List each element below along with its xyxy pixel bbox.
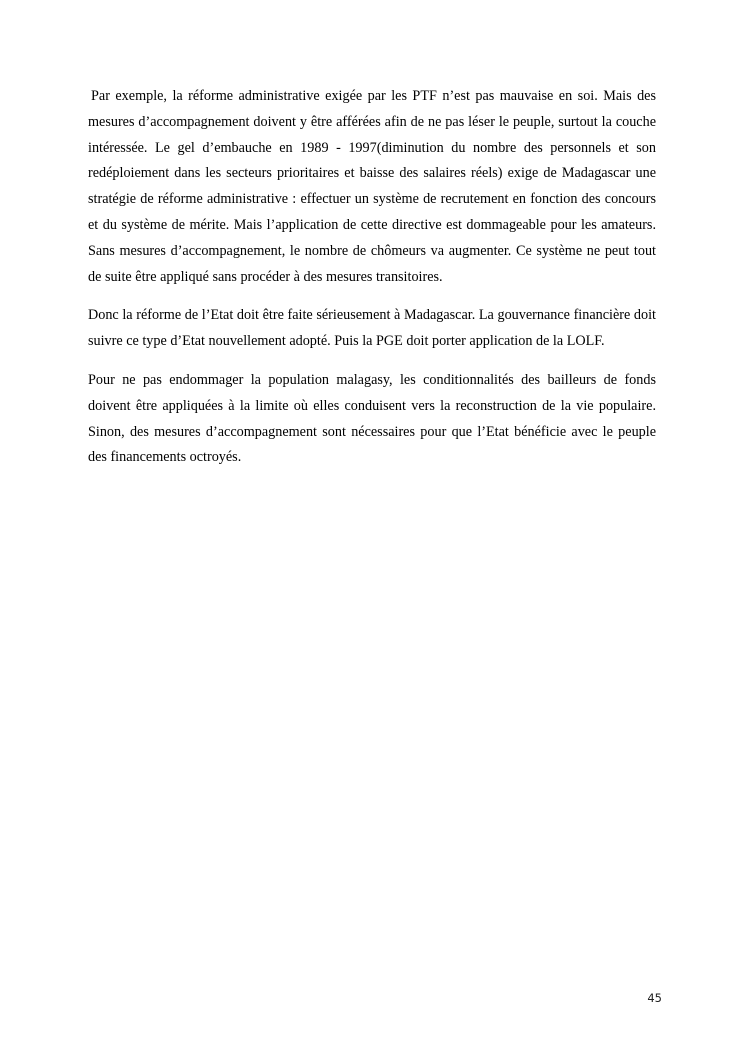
paragraph-reforme-etat: Donc la réforme de l’Etat doit être faite sérieusement à Madagascar. La gouvernance financière doit suivre ce type d’Etat nouvellement adopté. Puis la PGE doit porter application de la LOLF. bbox=[88, 307, 656, 350]
paragraph-conditionnalites: Pour ne pas endommager la population malagasy, les conditionnalités des bailleurs de fonds doivent être appliquées à la limite où elles conduisent vers la reconstruction de la vie populaire. Sinon, des mesures d’accompagnement sont nécessaires pour que l’Etat bénéficie avec le peuple des financements octroyés. bbox=[88, 371, 656, 466]
paragraph-reforme-administrative: Par exemple, la réforme administrative exigée par les PTF n’est pas mauvaise en soi. Mais des mesures d’accompagnement doivent y être afférées afin de ne pas léser le peuple, surtout la couche intéressée. Le gel d’embauche en 1989 - 1997(diminution du nombre des personnels et son redéploiement dans les secteurs prioritaires et baisse des salaires réels) exige de Madagascar une stratégie de réforme administrative : effectuer un système de recrutement en fonction des concours et du système de mérite. Mais l’application de cette directive est dommageable pour les amateurs. Sans mesures d’accompagnement, le nombre de chômeurs va augmenter. Ce système ne peut tout de suite être appliqué sans procéder à des mesures transitoires. bbox=[88, 88, 656, 285]
body-text bbox=[88, 84, 656, 484]
page-number: 45 bbox=[647, 991, 662, 1005]
